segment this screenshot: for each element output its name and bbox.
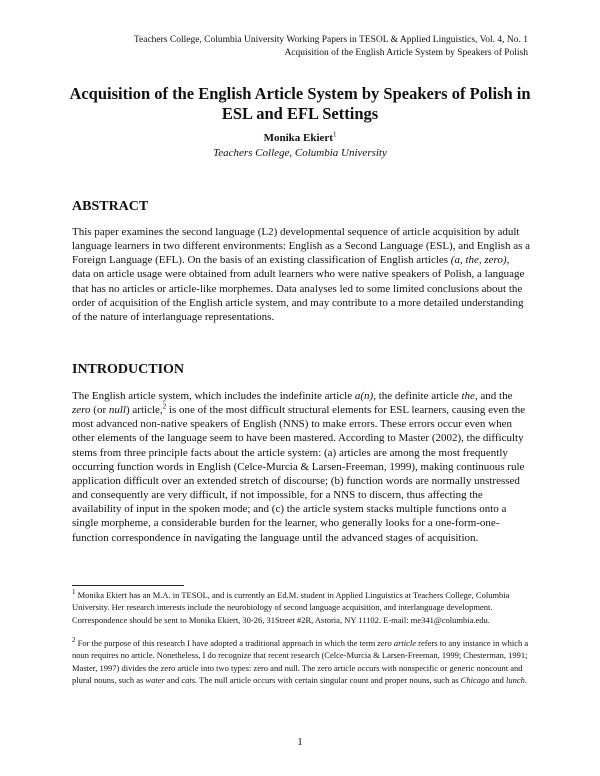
author-name: Monika Ekiert — [263, 132, 333, 144]
footnote-divider — [72, 585, 184, 586]
abstract-heading: ABSTRACT — [72, 199, 149, 214]
paper-title-line-1: Acquisition of the English Article System by Speakers of Polish in — [69, 84, 531, 103]
introduction-heading: INTRODUCTION — [72, 362, 185, 377]
page-number: 1 — [297, 736, 303, 748]
footnote-1: $^1$ Monika Ekiert has an M.A. in TESOL, and is currently an Ed.M. student in Applied Linguistics at Teachers College, Columbia University. Her research interests include the neurobiology of second language acquisition, and interlanguage development. Correspondence should be sent to Monika Ekiert, 30-26, 31Street #2R, Astoria, NY 11102. E-mail: me341@columbia.edu. — [72, 588, 510, 625]
running-header-journal: Teachers College, Columbia University Working Papers in TESOL & Applied Linguistics, Vol. 4, No. 1 — [133, 35, 528, 45]
introduction-paragraph: The English article system, which includes the indefinite article a(n), the definite article the, and the zero (or null) article,$^2$ is one of the most difficult structural elements for ESL learners, causing even the most advanced non-native speakers of English (NNS) to make errors. These errors occur even when other elements of the language seem to have been mastered. According to Master (2002), the difficulty stems from three principle facts about the article system: (a) articles are among the most frequently occurring function words in English (Celce-Murcia & Larsen-Freeman, 1999), making continuous rule application difficult over an extended stretch of discourse; (b) function words are normally unstressed and consequently are very difficult, if not impossible, for a NNS to discern, thus affecting the availability of input in the spoken mode; and (c) the article system stacks multiple functions onto a single morpheme, a considerable burden for the learner, who generally looks for a one-form-one-function correspondence in navigating the language until the advanced stages of acquisition. — [72, 390, 526, 544]
abstract-text: This paper examines the second language (L2) developmental sequence of article acquisition by adult language learners in two different environments: English as a Second Language (ESL), and English as a Foreign Language (EFL). On the basis of an existing classification of English articles (a, the, zero), data on article usage were obtained from adult learners who were native speakers of Polish, a language that has no articles or article-like morphemes. Data analyses led to some limited conclusions about the order of acquisition of the English article system, and may contribute to a more detailed understanding of the nature of interlanguage representations. — [72, 226, 530, 323]
author-affiliation: Teachers College, Columbia University — [213, 147, 387, 159]
paper-title-line-2: ESL and EFL Settings — [221, 104, 379, 123]
running-header-short-title: Acquisition of the English Article System by Speakers of Polish — [284, 48, 528, 58]
footnote-2-mark[interactable]: 2 — [162, 402, 167, 411]
author-footnote-mark[interactable]: 1 — [332, 130, 337, 139]
paper-title — [60, 84, 540, 124]
running-header — [134, 34, 528, 60]
footnote-2: $^2$ For the purpose of this research I have adopted a traditional approach in which the term zero article refers to any instance in which a noun requires no article. Nonetheless, I do recognize that recent research (Celce-Murcia & Larsen-Freeman, 1999; Chesterman, 1991; Master, 1997) divides the zero article into two types: zero and null. The zero article occurs with nonspecific or generic noncount and plural nouns, such as water and cats. The null article occurs with certain singular count and proper nouns, such as Chicago and lunch. — [72, 636, 529, 685]
author-block — [60, 131, 540, 161]
